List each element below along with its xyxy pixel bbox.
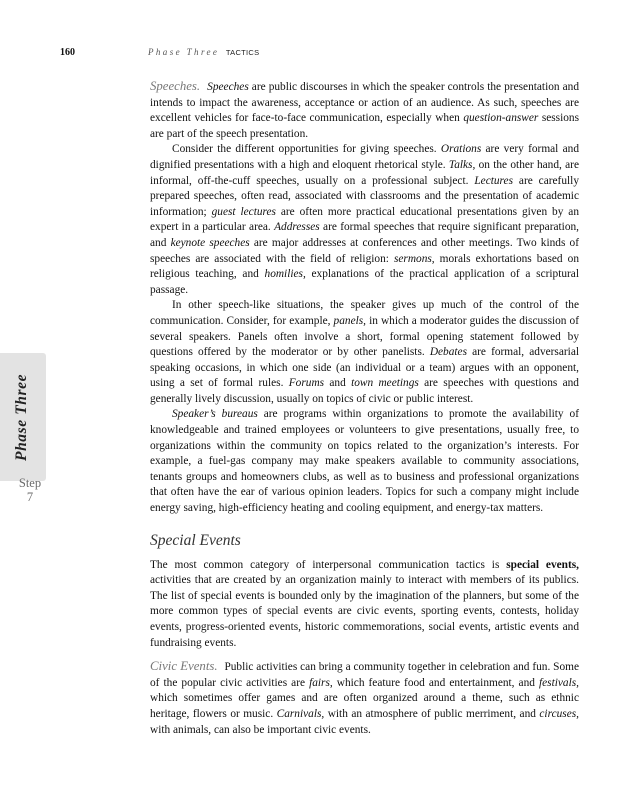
italic-term: keynote speeches bbox=[170, 236, 250, 249]
text-run: with an atmosphere of public merriment, and bbox=[324, 707, 540, 720]
italic-term: Speeches bbox=[207, 81, 249, 93]
main-text-column bbox=[150, 79, 579, 738]
text-run: Public activities can bring a community together in celebration and fun. Some of the popular civic activities are bbox=[150, 661, 579, 689]
text-run: are formal speeches that require significant preparation, and bbox=[150, 221, 580, 249]
italic-term: town meetings bbox=[351, 377, 419, 390]
italic-term: Lectures bbox=[474, 174, 514, 187]
text-run: morals exhortations based on religious teaching, and bbox=[150, 252, 579, 281]
side-tab-step-label: Step bbox=[18, 476, 42, 490]
text-run: are very formal and dignified presentations with a high and eloquent rhetorical style. bbox=[150, 143, 579, 171]
italic-term: circuses, bbox=[539, 707, 579, 720]
text-run: are speeches with questions and generally lively discussion, usually on topics of civic or public interest. bbox=[150, 377, 579, 405]
running-head-phase: Phase Three bbox=[148, 47, 220, 57]
text-run: with animals, can also be important civic events. bbox=[150, 723, 371, 736]
italic-term: Speaker’s bureaus bbox=[172, 408, 258, 421]
text-run: are public discourses in which the speaker controls the presentation and intends to impact the awareness, acceptance or action of an audience. As such, speeches are excellent vehicles for face-to-face communication, especially when bbox=[150, 81, 580, 125]
special-events-paragraph bbox=[150, 558, 579, 652]
running-head-section: TACTICS bbox=[225, 48, 260, 57]
running-head bbox=[148, 47, 259, 58]
text-run: and bbox=[324, 377, 352, 390]
phase-side-tab bbox=[0, 353, 46, 481]
text-run: The most common category of interpersonal communication tactics is bbox=[150, 558, 507, 571]
side-tab-phase-label: Phase Three bbox=[13, 373, 30, 461]
speeches-paragraph-3 bbox=[150, 298, 579, 407]
side-tab-step bbox=[0, 476, 60, 504]
speeches-paragraph-1-text bbox=[150, 81, 579, 140]
text-run: Consider the different opportunities for giving speeches. bbox=[172, 143, 441, 156]
text-run: In other speech-like situations, the speaker gives up much of the control of the communication. Consider, for example, bbox=[150, 299, 579, 327]
text-run: are often more practical educational presentations given by an expert in a particular area. bbox=[150, 205, 580, 234]
speeches-paragraph-1 bbox=[150, 79, 579, 142]
italic-term: Forums bbox=[288, 377, 325, 390]
speeches-run-in-heading: Speeches. bbox=[150, 79, 201, 93]
text-run: are major addresses at conferences and other meetings. Two kinds of speeches are associated with the field of religion: bbox=[150, 236, 579, 265]
text-run: are carefully prepared speeches, often read, associated with classrooms and the presentation of academic information; bbox=[150, 174, 579, 218]
italic-term: Talks, bbox=[448, 158, 476, 171]
italic-term: question-answer bbox=[463, 112, 539, 125]
page-number: 160 bbox=[60, 47, 75, 58]
text-run: explanations of the practical application of a scriptural passage. bbox=[150, 268, 579, 296]
bold-term: special events, bbox=[506, 558, 579, 571]
italic-term: Addresses bbox=[274, 221, 320, 234]
text-run: activities that are created by an organization mainly to interact with members of its publics. The list of special events is bounded only by the imagination of the planners, but some of the more common types of special events are civic events, sporting events, contests, holiday events, progress-oriented events, historic commemorations, social events, artistic events and fundraising events. bbox=[150, 574, 579, 649]
italic-term: Orations bbox=[440, 143, 482, 156]
italic-term: fairs, bbox=[309, 676, 333, 689]
italic-term: sermons, bbox=[393, 252, 435, 265]
civic-events-run-in-heading: Civic Events. bbox=[150, 659, 218, 674]
italic-term: Debates bbox=[429, 346, 467, 359]
text-run: which feature food and entertainment, and bbox=[332, 676, 539, 689]
italic-term: homilies, bbox=[264, 268, 306, 281]
italic-term: guest lectures bbox=[211, 205, 276, 218]
italic-term: panels, bbox=[333, 314, 366, 327]
italic-term: Carnivals, bbox=[276, 707, 325, 720]
side-tab-step-number: 7 bbox=[26, 490, 34, 504]
text-run: sessions are part of the speech presentation. bbox=[150, 112, 580, 140]
speeches-paragraph-2 bbox=[150, 142, 579, 298]
text-run: are formal, adversarial speaking occasions, in which one side (an individual or a team) argues with an opponent, using a set of formal rules. bbox=[150, 346, 580, 390]
text-run: in which a moderator guides the discussion of several speakers. Panels often involve a short, formal opening statement followed by questions offered by the moderator or by other panelists. bbox=[150, 314, 580, 359]
text-run: are programs within organizations to promote the availability of knowledgeable and trained employees or volunteers to give presentations, usually free, to organizations within the community on topics related to the organization’s interests. For example, a fuel-gas company may make speakers available to community associations, tenants groups and homeowners clubs, as well as to business and professional organizations that often have the ear of various opinion leaders. Topics for such a company might include energy saving, high-efficiency heating and cooling equipment, and energy-tax matters. bbox=[150, 408, 579, 515]
text-run: on the other hand, are informal, off-the-cuff speeches, usually on a professional subject. bbox=[150, 158, 579, 187]
special-events-heading: Special Events bbox=[150, 531, 241, 549]
speeches-paragraph-4 bbox=[150, 407, 579, 516]
text-run: which sometimes offer games and are often organized around a theme, such as ethnic heritage, flowers or music. bbox=[150, 692, 579, 720]
italic-term: festivals, bbox=[538, 676, 579, 689]
civic-events-paragraph bbox=[150, 659, 579, 738]
